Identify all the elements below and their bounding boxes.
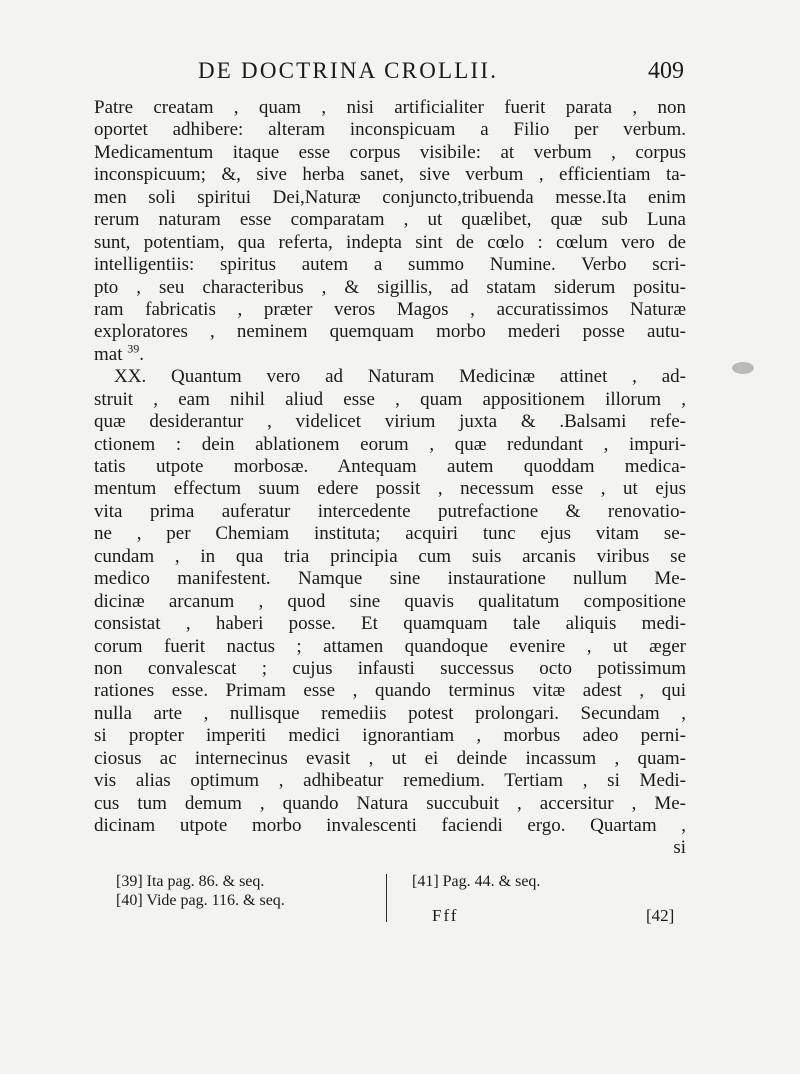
text-line: dicinæ arcanum , quod sine quavis qualitatum compositione: [94, 590, 686, 612]
text-line: ctionem : dein ablationem eorum , quæ redundant , impuri-: [94, 433, 686, 455]
running-title: DE DOCTRINA CROLLII.: [198, 58, 499, 83]
text-line: ne , per Chemiam instituta; acquiri tunc ejus vitam se-: [94, 523, 686, 545]
text-line: intelligentiis: spiritus autem a summo Numine. Verbo scri-: [94, 254, 686, 276]
catch-line: si: [673, 837, 686, 859]
text-line: dicinam utpote morbo invalescenti faciendi ergo. Quartam ,: [94, 815, 686, 836]
text-line: cundam , in qua tria principia cum suis arcanis viribus se: [94, 545, 686, 567]
catchword: [42]: [646, 906, 675, 925]
footnote-41: [41] Pag. 44. & seq.: [412, 873, 541, 890]
text-line: men soli spiritui Dei,Naturæ conjuncto,tribuenda messe.Ita enim: [94, 186, 686, 208]
footnotes-left-column: [116, 872, 285, 910]
paragraph-start-line: XX. Quantum vero ad Naturam Medicinæ attinet , ad-: [114, 366, 686, 388]
text-line-with-ref: mat $^{39}$.: [94, 344, 686, 366]
running-head: [98, 58, 684, 90]
body-text: [94, 97, 686, 860]
text-line: si propter imperiti medici ignorantiam , morbus adeo perni-: [94, 725, 686, 747]
text-line: rerum naturam esse comparatam , ut quælibet, quæ sub Luna: [94, 209, 686, 231]
text-line: inconspicuum; &, sive herba sanet, sive verbum , efficientiam ta-: [94, 164, 686, 186]
text-line: tatis utpote morbosæ. Antequam autem quoddam medica-: [94, 456, 686, 477]
text-line: pto , seu characteribus , & sigillis, ad statam siderum positu-: [94, 276, 686, 298]
text-line: exploratores , neminem quemquam morbo mederi posse autu-: [94, 321, 686, 343]
text-line: rationes esse. Primam esse , quando terminus vitæ adest , qui: [94, 680, 686, 702]
text-line: mentum effectum suum edere possit , necessum esse , ut ejus: [94, 478, 686, 500]
signature-mark: Fff: [432, 906, 459, 925]
text-line: cus tum demum , quando Natura succubuit , accersitur , Me-: [94, 792, 686, 814]
text-line: sunt, potentiam, qua referta, indepta sint de cœlo : cœlum vero de: [94, 231, 686, 253]
text-line: corum fuerit nactus ; attamen quandoque evenire , ut æger: [94, 635, 686, 657]
text-line: struit , eam nihil aliud esse , quam appositionem illorum ,: [94, 388, 686, 410]
footnotes-right-column: [412, 872, 540, 891]
footnotes: [116, 872, 684, 932]
page-number: 409: [648, 58, 684, 84]
text-line: vis alias optimum , adhibeatur remedium. Tertiam , si Medi-: [94, 770, 686, 792]
footnote-39: [39] Ita pag. 86. & seq.: [116, 873, 265, 890]
text-line: medico manifestent. Namque sine instauratione nullum Me-: [94, 568, 686, 590]
text-line: ram fabricatis , præter veros Magos , accuratissimos Naturæ: [94, 298, 686, 320]
text-line: oportet adhibere: alteram inconspicuam a Filio per verbum.: [94, 119, 686, 141]
text-line: non convalescat ; cujus infausti successus octo potissimum: [94, 657, 686, 679]
text-line: quæ desiderantur , videlicet virium juxta & .Balsami refe-: [94, 411, 686, 433]
text-line: ciosus ac internecinus evasit , ut ei deinde incassum , quam-: [94, 747, 686, 769]
text-line: Medicamentum itaque esse corpus visibile: at verbum , corpus: [94, 141, 686, 163]
footnote-ref-39: 39: [127, 343, 140, 356]
ink-smudge: [732, 362, 754, 374]
text-line: consistat , haberi posse. Et quamquam tale aliquis medi-: [94, 613, 686, 635]
text-line-segment: mat: [94, 343, 123, 365]
text-line: nulla arte , nullisque remediis potest prolongari. Secundam ,: [94, 702, 686, 724]
text-line: Patre creatam , quam , nisi artificialiter fuerit parata , non: [94, 97, 686, 118]
text-line: vita prima auferatur intercedente putrefactione & renovatio-: [94, 500, 686, 522]
footnote-40: [40] Vide pag. 116. & seq.: [116, 892, 285, 909]
footnote-divider: [386, 874, 387, 922]
